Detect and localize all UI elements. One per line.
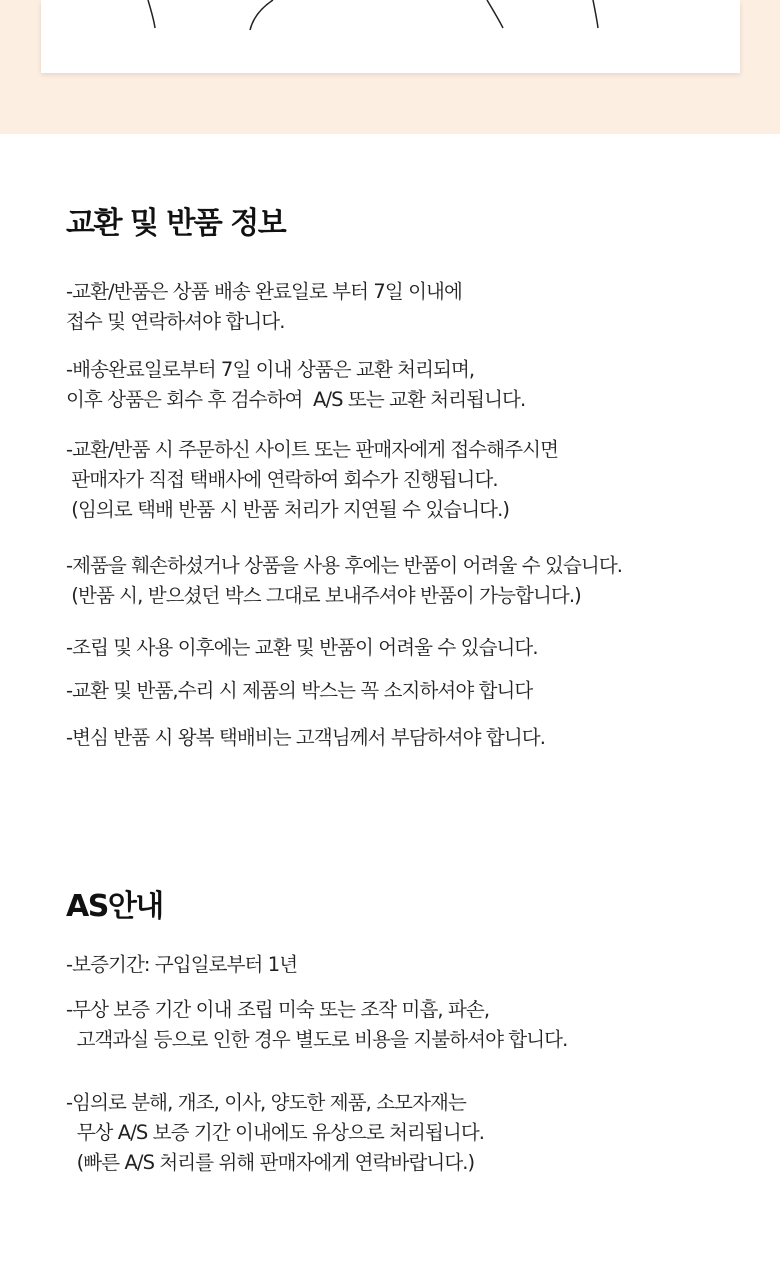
exchange-return-title: 교환 및 반품 정보	[66, 206, 286, 241]
exchange-item-6-line-1: -교환 및 반품,수리 시 제품의 박스는 꼭 소지하셔야 합니다	[66, 679, 533, 702]
exchange-item-5-line-1: -조립 및 사용 이후에는 교환 및 반품이 어려울 수 있습니다.	[66, 636, 538, 659]
exchange-item-4	[66, 551, 756, 611]
as-item-2	[66, 995, 756, 1055]
as-item-3-line-3: (빠른 A/S 처리를 위해 판매자에게 연락바랍니다.)	[66, 1151, 475, 1174]
exchange-item-5	[66, 633, 756, 663]
exchange-item-7	[66, 723, 756, 753]
as-item-3-line-2: 무상 A/S 보증 기간 이내에도 유상으로 처리됩니다.	[66, 1121, 485, 1144]
exchange-item-1-line-1: -교환/반품은 상품 배송 완료일로 부터 7일 이내에	[66, 280, 462, 303]
as-item-1-line-1: -보증기간: 구입일로부터 1년	[66, 953, 298, 976]
exchange-item-3	[66, 435, 756, 525]
as-section	[66, 887, 756, 927]
as-item-3-line-1: -임의로 분해, 개조, 이사, 양도한 제품, 소모자재는	[66, 1091, 466, 1114]
exchange-item-7-line-1: -변심 반품 시 왕복 택배비는 고객님께서 부담하셔야 합니다.	[66, 726, 546, 749]
illustration-card	[41, 0, 740, 73]
as-item-2-line-2: 고객과실 등으로 인한 경우 별도로 비용을 지불하셔야 합니다.	[66, 1028, 568, 1051]
as-item-3	[66, 1088, 756, 1178]
exchange-return-section	[66, 204, 756, 244]
as-item-1	[66, 950, 756, 980]
exchange-item-2-line-2: 이후 상품은 회수 후 검수하여 A/S 또는 교환 처리됩니다.	[66, 388, 526, 411]
exchange-item-4-line-1: -제품을 훼손하셨거나 상품을 사용 후에는 반품이 어려울 수 있습니다.	[66, 554, 623, 577]
exchange-item-1	[66, 277, 756, 337]
exchange-item-1-line-2: 접수 및 연락하셔야 합니다.	[66, 310, 285, 333]
exchange-item-3-line-3: (임의로 택배 반품 시 반품 처리가 지연될 수 있습니다.)	[66, 498, 510, 521]
line-illustration	[41, 0, 740, 73]
exchange-item-6	[66, 676, 756, 706]
as-title: AS안내	[66, 889, 163, 924]
exchange-item-3-line-2: 판매자가 직접 택배사에 연락하여 회수가 진행됩니다.	[66, 468, 498, 491]
exchange-item-2	[66, 355, 756, 415]
as-item-2-line-1: -무상 보증 기간 이내 조립 미숙 또는 조작 미흡, 파손,	[66, 998, 490, 1021]
exchange-item-4-line-2: (반품 시, 받으셨던 박스 그대로 보내주셔야 반품이 가능합니다.)	[66, 584, 581, 607]
exchange-item-2-line-1: -배송완료일로부터 7일 이내 상품은 교환 처리되며,	[66, 358, 475, 381]
exchange-item-3-line-1: -교환/반품 시 주문하신 사이트 또는 판매자에게 접수해주시면	[66, 438, 559, 461]
